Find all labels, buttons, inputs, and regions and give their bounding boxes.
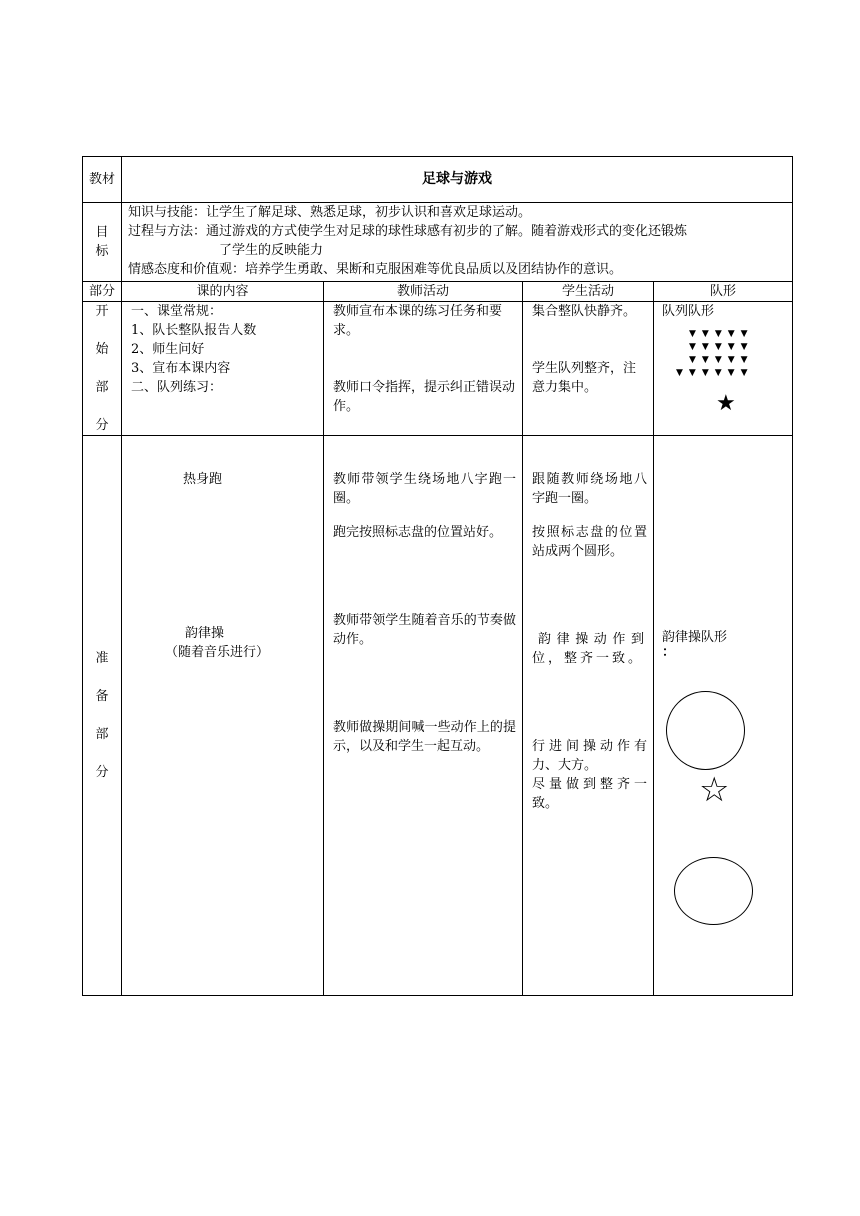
formation-label: 队列队形 xyxy=(662,304,715,319)
student-activity: 集合整队快静齐。 xyxy=(532,304,637,319)
content-item: 3、宣布本课内容 xyxy=(131,361,231,376)
student-activity: 跟随教师绕场地八字跑一圈。 xyxy=(532,472,647,506)
lesson-title: 足球与游戏 xyxy=(122,157,793,203)
teacher-activity: 教师宣布本课的练习任务和要求。 xyxy=(333,304,503,338)
teacher-star-icon: ★ xyxy=(716,391,736,416)
col-formation: 队形 xyxy=(654,282,793,302)
lower-circle-icon xyxy=(674,857,753,925)
prep-content xyxy=(122,436,324,996)
teacher-activity: 跑完按照标志盘的位置站好。 xyxy=(333,525,503,540)
student-activity: 韵律操动作到位，整齐一致。 xyxy=(532,632,647,666)
student-activity: 按照标志盘的位置站成两个圆形。 xyxy=(532,525,647,559)
teacher-activity: 教师带领学生随着音乐的节奏做动作。 xyxy=(333,613,516,647)
start-formation xyxy=(654,302,793,436)
student-activity: 学生队列整齐，注意力集中。 xyxy=(532,361,637,395)
goals-label: 目 标 xyxy=(83,203,122,282)
formation-colon: ： xyxy=(662,645,676,660)
prep-formation xyxy=(654,436,793,996)
content-item: 2、师生问好 xyxy=(131,342,205,357)
teacher-activity: 教师带领学生绕场地八字跑一圈。 xyxy=(333,472,516,506)
teacher-activity: 教师做操期间喊一些动作上的提示，以及和学生一起互动。 xyxy=(333,720,516,754)
content-rhythm-note: （随着音乐进行） xyxy=(165,645,270,660)
start-content xyxy=(122,302,324,436)
teacher-activity: 教师口令指挥，提示纠正错误动作。 xyxy=(333,380,516,414)
column-header-row xyxy=(83,282,793,302)
material-label: 教材 xyxy=(83,157,122,203)
upper-circle-icon xyxy=(666,691,745,770)
teacher-star-outline-icon: ☆ xyxy=(699,770,730,810)
content-item: 一、课堂常规： xyxy=(131,304,223,319)
goal-process-cont: 了学生的反映能力 xyxy=(219,243,324,258)
col-content: 课的内容 xyxy=(122,282,324,302)
prep-section-label: 准 备 部 分 xyxy=(83,436,122,996)
start-section-row xyxy=(83,302,793,436)
goal-process: 过程与方法：通过游戏的方式使学生对足球的球性球感有初步的了解。随着游戏形式的变化还锻炼 xyxy=(128,224,688,239)
goals-row xyxy=(83,203,793,282)
student-activity: 行进间操动作有力、大方。 xyxy=(532,739,647,773)
goal-attitude: 情感态度和价值观：培养学生勇敢、果断和克服困难等优良品质以及团结协作的意识。 xyxy=(128,262,623,277)
start-section-label: 开 始 部 分 xyxy=(83,302,122,436)
prep-teacher xyxy=(324,436,523,996)
formation-label: 韵律操队形 xyxy=(662,630,728,645)
student-activity: 尽量做到整齐一致。 xyxy=(532,777,647,811)
content-warmup: 热身跑 xyxy=(183,472,223,487)
col-teacher: 教师活动 xyxy=(324,282,523,302)
start-teacher xyxy=(324,302,523,436)
content-item: 1、队长整队报告人数 xyxy=(131,323,257,338)
col-part: 部分 xyxy=(83,282,122,302)
content-rhythm: 韵律操 xyxy=(185,626,225,641)
goal-knowledge: 知识与技能：让学生了解足球、熟悉足球，初步认识和喜欢足球运动。 xyxy=(128,205,532,220)
col-student: 学生活动 xyxy=(523,282,654,302)
start-student xyxy=(523,302,654,436)
goals-text xyxy=(122,203,793,282)
student-triangles-icon: ▼▼▼▼▼ ▼▼▼▼▼ ▼▼▼▼▼ ▼▼▼▼▼▼ xyxy=(676,329,754,378)
content-item: 二、队列练习： xyxy=(131,380,223,395)
lesson-plan-table xyxy=(82,156,793,996)
prep-student xyxy=(523,436,654,996)
header-row xyxy=(83,157,793,203)
prep-section-row xyxy=(83,436,793,996)
